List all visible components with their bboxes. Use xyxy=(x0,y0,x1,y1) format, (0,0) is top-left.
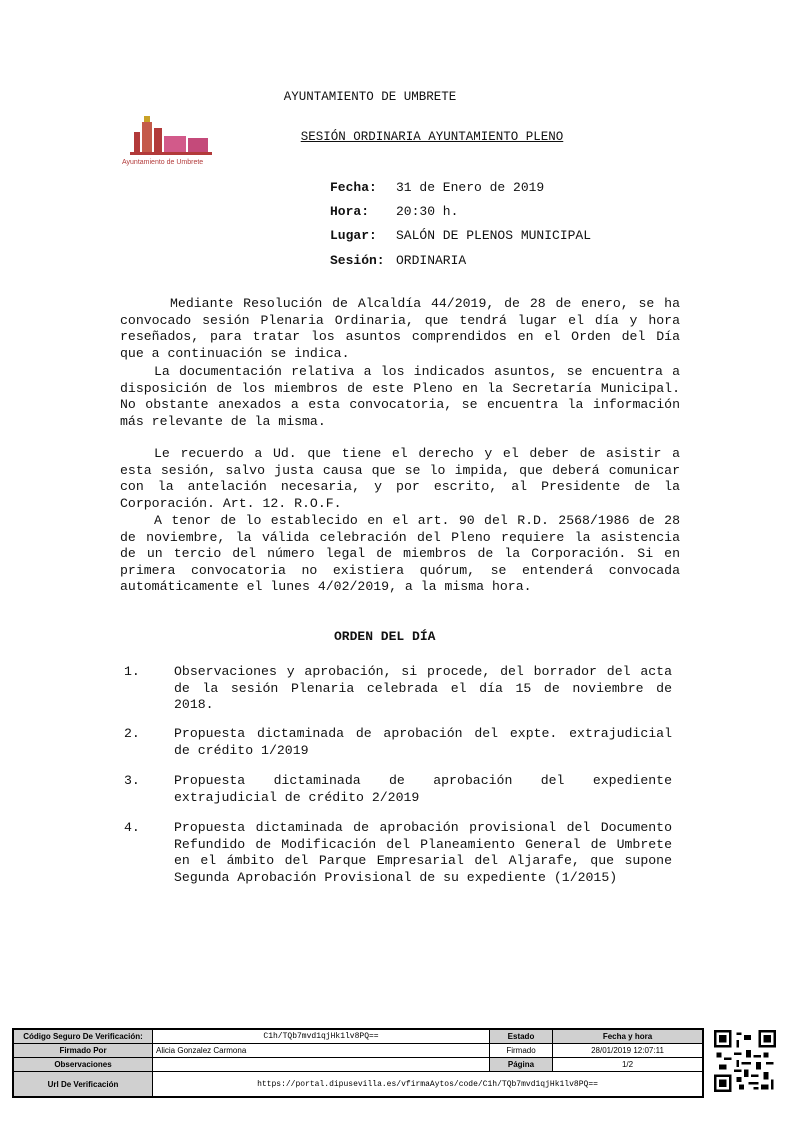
observaciones-value xyxy=(153,1058,490,1072)
agenda-item: 1. Observaciones y aprobación, si procede, del borrador del acta de la sesión Plenaria celebrada el día 15 de noviembre de 2018. xyxy=(124,664,672,712)
fecha-value: 28/01/2019 12:07:11 xyxy=(553,1044,703,1058)
fecha-label: Fecha y hora xyxy=(553,1030,703,1044)
qr-code-icon xyxy=(714,1030,776,1092)
firmado-value: Alicia Gonzalez Carmona xyxy=(153,1044,490,1058)
meta-lugar: Lugar: SALÓN DE PLENOS MUNICIPAL xyxy=(330,228,592,243)
meta-sesion: Sesión: ORDINARIA xyxy=(330,253,467,268)
url-value[interactable]: https://portal.dipusevilla.es/vfirmaAytos/code/C1h/TQb7mvd1qjHk1lv8PQ== xyxy=(153,1072,703,1097)
observaciones-label: Observaciones xyxy=(14,1058,153,1072)
csv-value: C1h/TQb7mvd1qjHk1lv8PQ== xyxy=(153,1030,490,1044)
agenda-item: 3. Propuesta dictaminada de aprobación del expediente extrajudicial de crédito 2/2019 xyxy=(124,773,672,805)
paragraph-documentacion: La documentación relativa a los indicados asuntos, se encuentra a disposición de los miembros de este Pleno en la Secretaría Municipal. No obstante anexados a esta convocatoria, se encuentra la información más relevante de la misma. xyxy=(120,364,680,429)
logo-caption: Ayuntamiento de Umbrete xyxy=(122,159,204,166)
paragraph-derecho: Le recuerdo a Ud. que tiene el derecho y el deber de asistir a esta sesión, salvo justa causa que se lo impida, que deberá comunicar con la antelación necesaria, y por escrito, al Presidente de la Corporación. Art. 12. R.O.F. xyxy=(120,446,680,511)
session-title: SESIÓN ORDINARIA AYUNTAMIENTO PLENO xyxy=(300,130,564,144)
meta-hora: Hora: 20:30 h. xyxy=(330,204,459,219)
paragraph-quorum: A tenor de lo establecido en el art. 90 del R.D. 2568/1986 de 28 de noviembre, la válida celebración del Pleno requiere la asistencia de un tercio del número legal de miembros de la Corporación. Si en primera convocatoria no existiera quórum, se entenderá convocada automáticamente el lunes 4/02/2019, a la misma hora. xyxy=(120,513,680,595)
signature-footer xyxy=(12,1028,704,1098)
estado-label: Estado xyxy=(490,1030,553,1044)
agenda-item: 4. Propuesta dictaminada de aprobación provisional del Documento Refundido de Modificación del Planeamiento General de Umbrete en el ámbito del Parque Empresarial del Aljarafe, que supone Segunda Aprobación Provisional de su expediente (1/2015) xyxy=(124,820,672,885)
estado-value: Firmado xyxy=(490,1044,553,1058)
firmado-label: Firmado Por xyxy=(14,1044,153,1058)
pagina-label: Página xyxy=(490,1058,553,1072)
csv-label: Código Seguro De Verificación: xyxy=(14,1030,153,1044)
url-label: Url De Verificación xyxy=(14,1072,153,1097)
pagina-value: 1/2 xyxy=(553,1058,703,1072)
meta-fecha: Fecha: 31 de Enero de 2019 xyxy=(330,180,545,195)
organization-title: AYUNTAMIENTO DE UMBRETE xyxy=(283,90,457,104)
paragraph-convocatoria: Mediante Resolución de Alcaldía 44/2019, de 28 de enero, se ha convocado sesión Plenaria Ordinaria, que tendrá lugar el día y hora reseñados, para tratar los asuntos comprendidos en el Orden del Día que a continuación se indica. xyxy=(120,296,680,361)
agenda-item: 2. Propuesta dictaminada de aprobación del expte. extrajudicial de crédito 1/2019 xyxy=(124,726,672,758)
agenda-title: ORDEN DEL DÍA xyxy=(334,629,436,644)
